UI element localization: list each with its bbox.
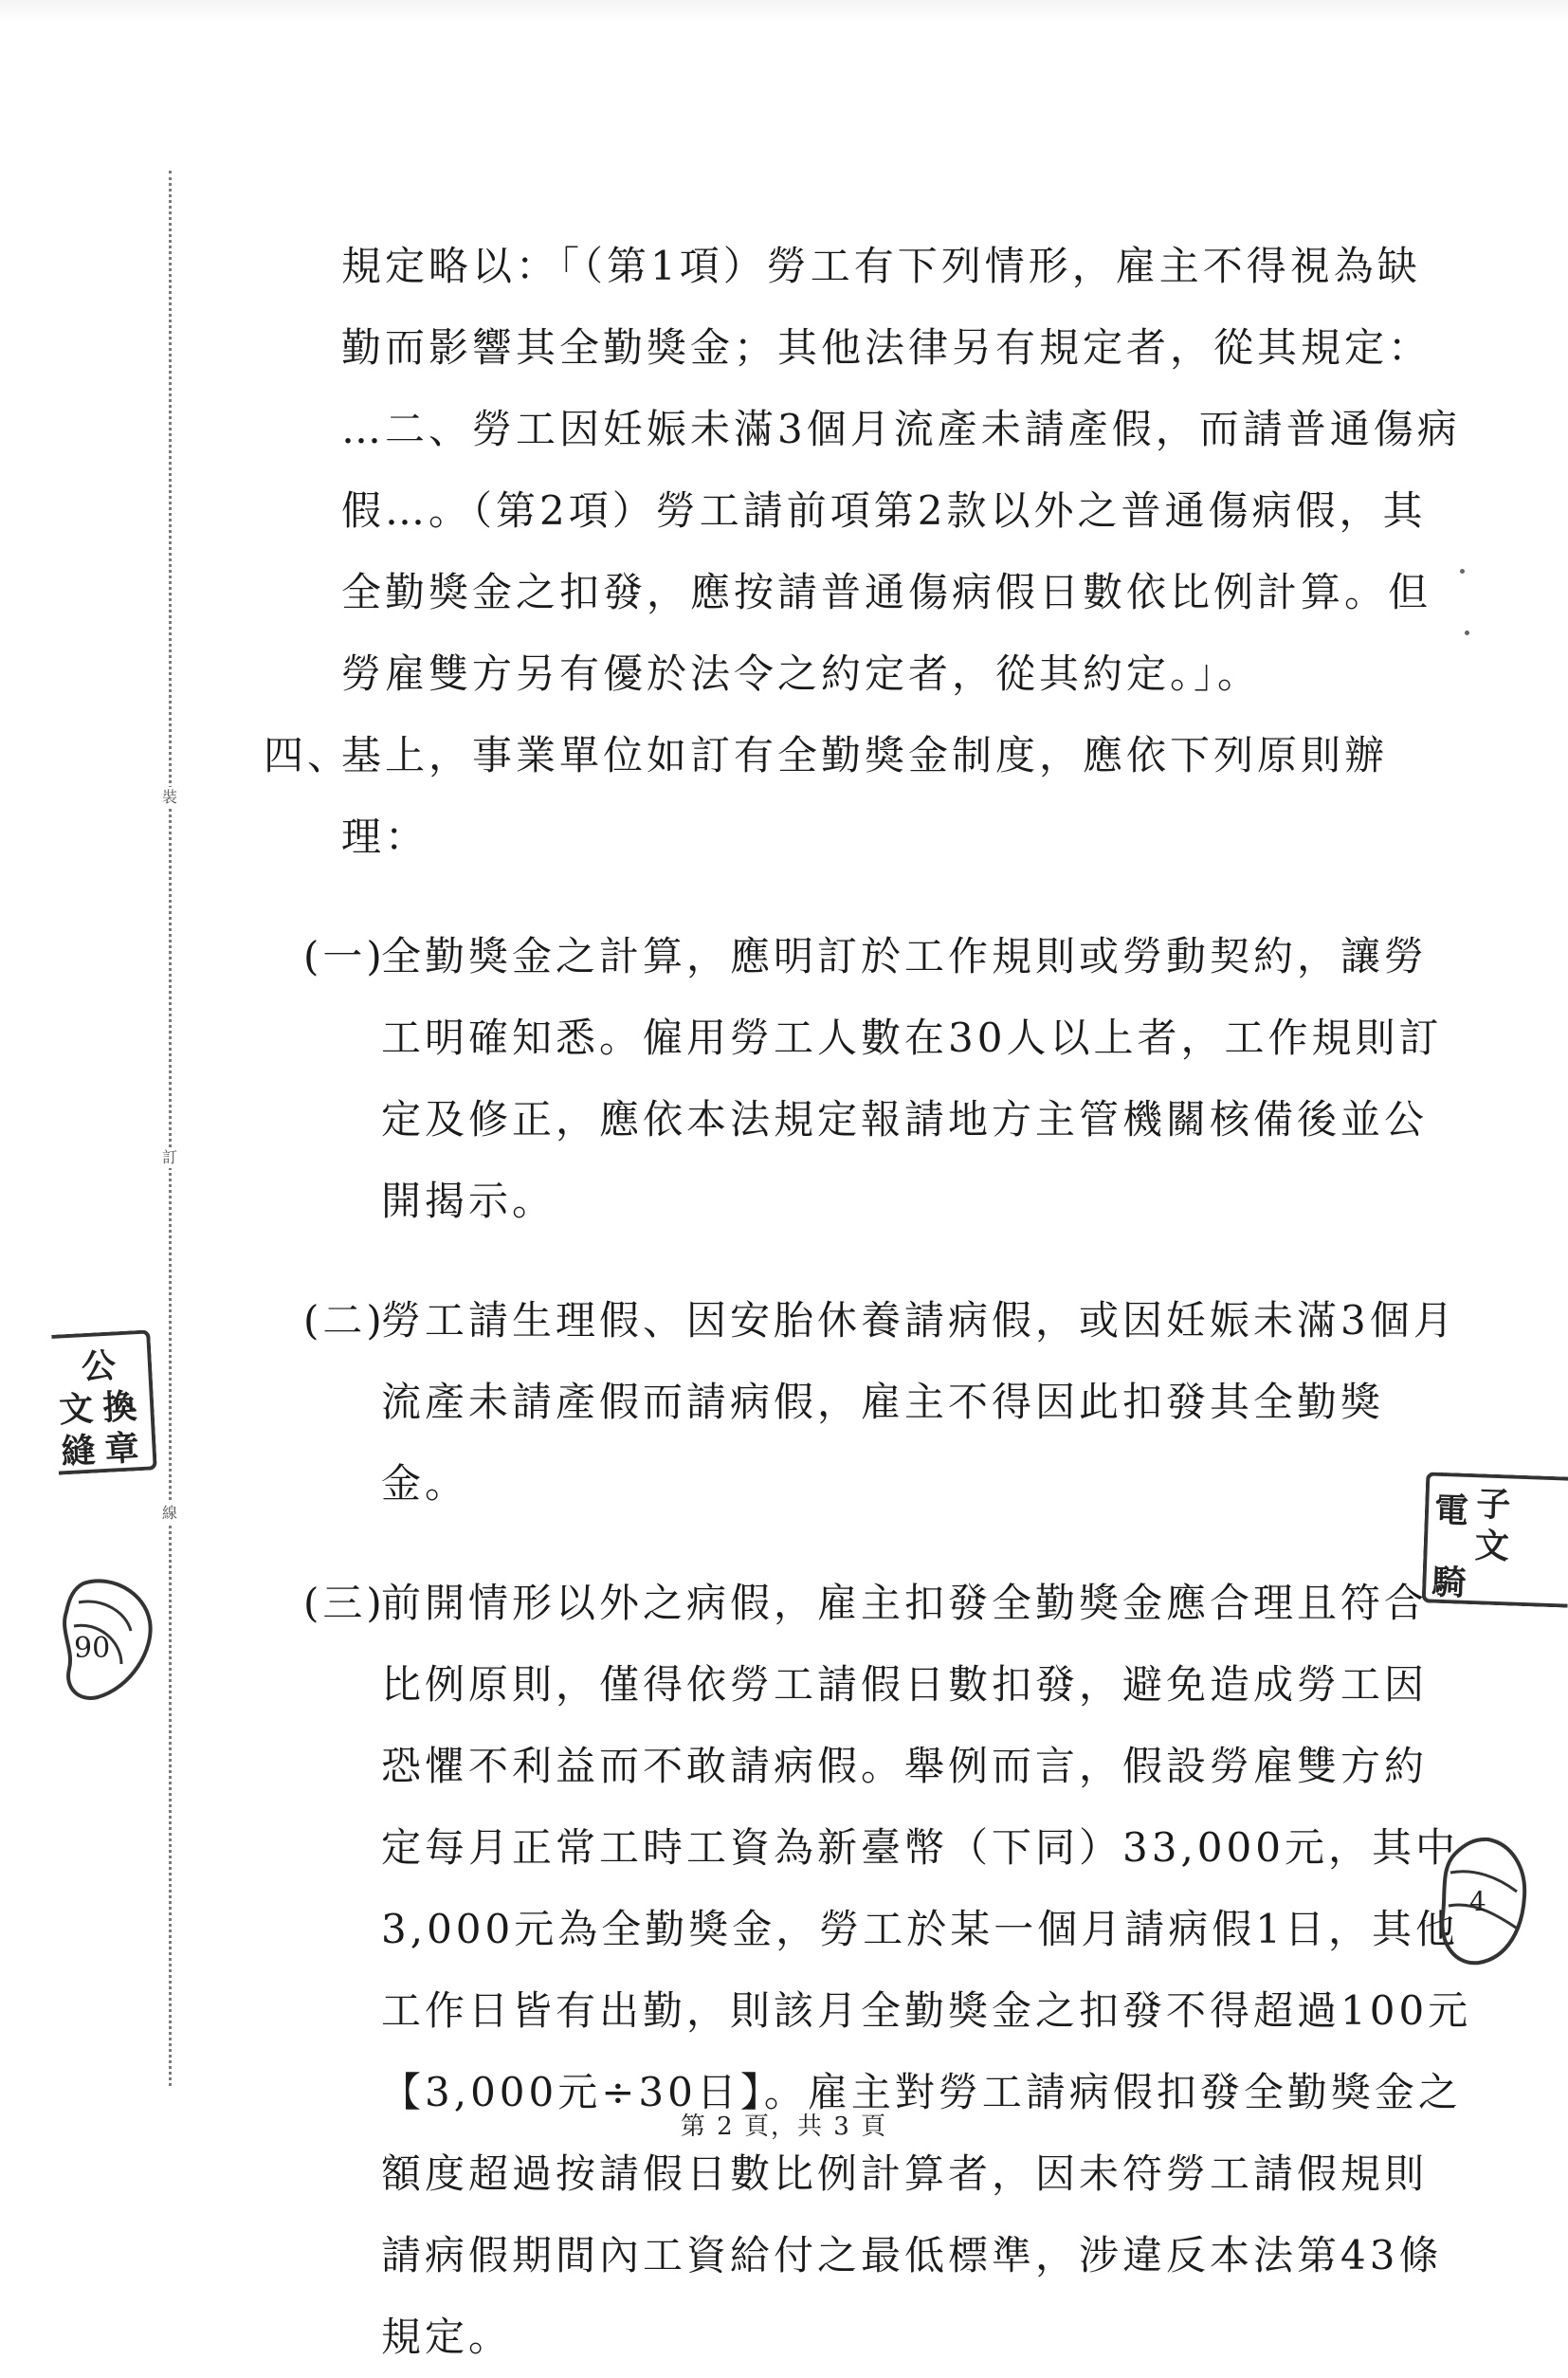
stamp-char: 子 xyxy=(1475,1484,1512,1526)
section-four-label: 四、 xyxy=(264,732,352,778)
binding-mark-zhuang: 裝 xyxy=(159,787,180,808)
item-one-label: (一) xyxy=(303,933,386,979)
stamp-char: 縫 xyxy=(60,1430,97,1473)
page-footer: 第 2 頁，共 3 頁 xyxy=(680,2113,888,2141)
seam-stamp-right xyxy=(1422,1472,1568,1607)
scan-dot xyxy=(1460,569,1465,574)
text-line: …二、勞工因妊娠未滿3個月流產未請產假，而請普通傷病 xyxy=(341,406,1461,452)
text-line: 勤而影響其全勤獎金；其他法律另有規定者，從其規定： xyxy=(341,324,1432,371)
text-line: 全勤獎金之計算，應明訂於工作規則或勞動契約，讓勞 xyxy=(381,933,1429,979)
stamp-char: 換 xyxy=(101,1386,138,1429)
text-line: 規定。 xyxy=(381,2314,513,2360)
stamp-char: 文 xyxy=(1474,1526,1510,1567)
document-body xyxy=(264,226,1472,2378)
text-line: 恐懼不利益而不敢請病假。舉例而言，假設勞雇雙方約 xyxy=(381,1743,1429,1789)
text-line: 工明確知悉。僱用勞工人數在30人以上者，工作規則訂 xyxy=(381,1015,1443,1061)
item-three xyxy=(303,1563,1472,2378)
binding-mark-xian: 線 xyxy=(159,1503,180,1524)
text-line: 3,000元為全勤獎金，勞工於某一個月請病假1日，其他 xyxy=(381,1906,1459,1952)
text-line: 工作日皆有出勤，則該月全勤獎金之扣發不得超過100元 xyxy=(381,1987,1472,2034)
scan-edge xyxy=(0,0,1568,21)
text-line: 【3,000元÷30日】。雇主對勞工請病假扣發全勤獎金之 xyxy=(381,2069,1462,2115)
seal-right-number: 4 xyxy=(1469,1886,1486,1917)
text-line: 請病假期間內工資給付之最低標準，涉違反本法第43條 xyxy=(381,2232,1443,2278)
item-three-label: (三) xyxy=(303,1580,386,1626)
section-four xyxy=(264,715,1389,878)
text-line: 開揭示。 xyxy=(381,1178,556,1224)
stamp-char: 章 xyxy=(103,1428,140,1471)
text-line: 定及修正，應依本法規定報請地方主管機關核備後並公 xyxy=(381,1096,1429,1143)
text-line: 勞雇雙方另有優於法令之約定者，從其約定。」。 xyxy=(341,650,1262,697)
text-line: 定每月正常工時工資為新臺幣（下同）33,000元，其中 xyxy=(381,1824,1459,1871)
item-two xyxy=(303,1280,1457,1525)
seal-left-number: 90 xyxy=(74,1632,111,1665)
text-line: 基上，事業單位如訂有全勤獎金制度，應依下列原則辦 xyxy=(341,732,1389,778)
paragraph-continuation xyxy=(341,226,1461,715)
stamp-char: 電 xyxy=(1433,1490,1469,1531)
text-line: 假…。（第2項）勞工請前項第2款以外之普通傷病假，其 xyxy=(341,487,1427,534)
binding-mark-ding: 訂 xyxy=(159,1147,180,1168)
seal-mark-right xyxy=(1431,1835,1536,1967)
scan-dot xyxy=(1465,631,1469,635)
text-line: 勞工請生理假、因安胎休養請病假，或因妊娠未滿3個月 xyxy=(381,1297,1457,1344)
text-line: 額度超過按請假日數比例計算者，因未符勞工請假規則 xyxy=(381,2150,1429,2197)
stamp-char: 公 xyxy=(80,1345,118,1388)
text-line: 比例原則，僅得依勞工請假日數扣發，避免造成勞工因 xyxy=(381,1661,1429,1708)
stamp-char: 騎 xyxy=(1431,1562,1468,1603)
text-line: 金。 xyxy=(381,1460,469,1507)
text-line: 理： xyxy=(341,814,429,860)
binding-line xyxy=(169,171,172,2086)
text-line: 前開情形以外之病假，雇主扣發全勤獎金應合理且符合 xyxy=(381,1580,1429,1626)
stamp-char: 文 xyxy=(58,1388,95,1431)
text-line: 流產未請產假而請病假，雇主不得因此扣發其全勤獎 xyxy=(381,1379,1385,1425)
text-line: 規定略以：「（第1項）勞工有下列情形，雇主不得視為缺 xyxy=(341,243,1421,289)
text-line: 全勤獎金之扣發，應按請普通傷病假日數依比例計算。但 xyxy=(341,569,1432,615)
item-two-label: (二) xyxy=(303,1297,386,1344)
seal-mark-left xyxy=(55,1574,169,1707)
seam-stamp-left xyxy=(51,1329,157,1474)
item-one xyxy=(303,916,1443,1242)
